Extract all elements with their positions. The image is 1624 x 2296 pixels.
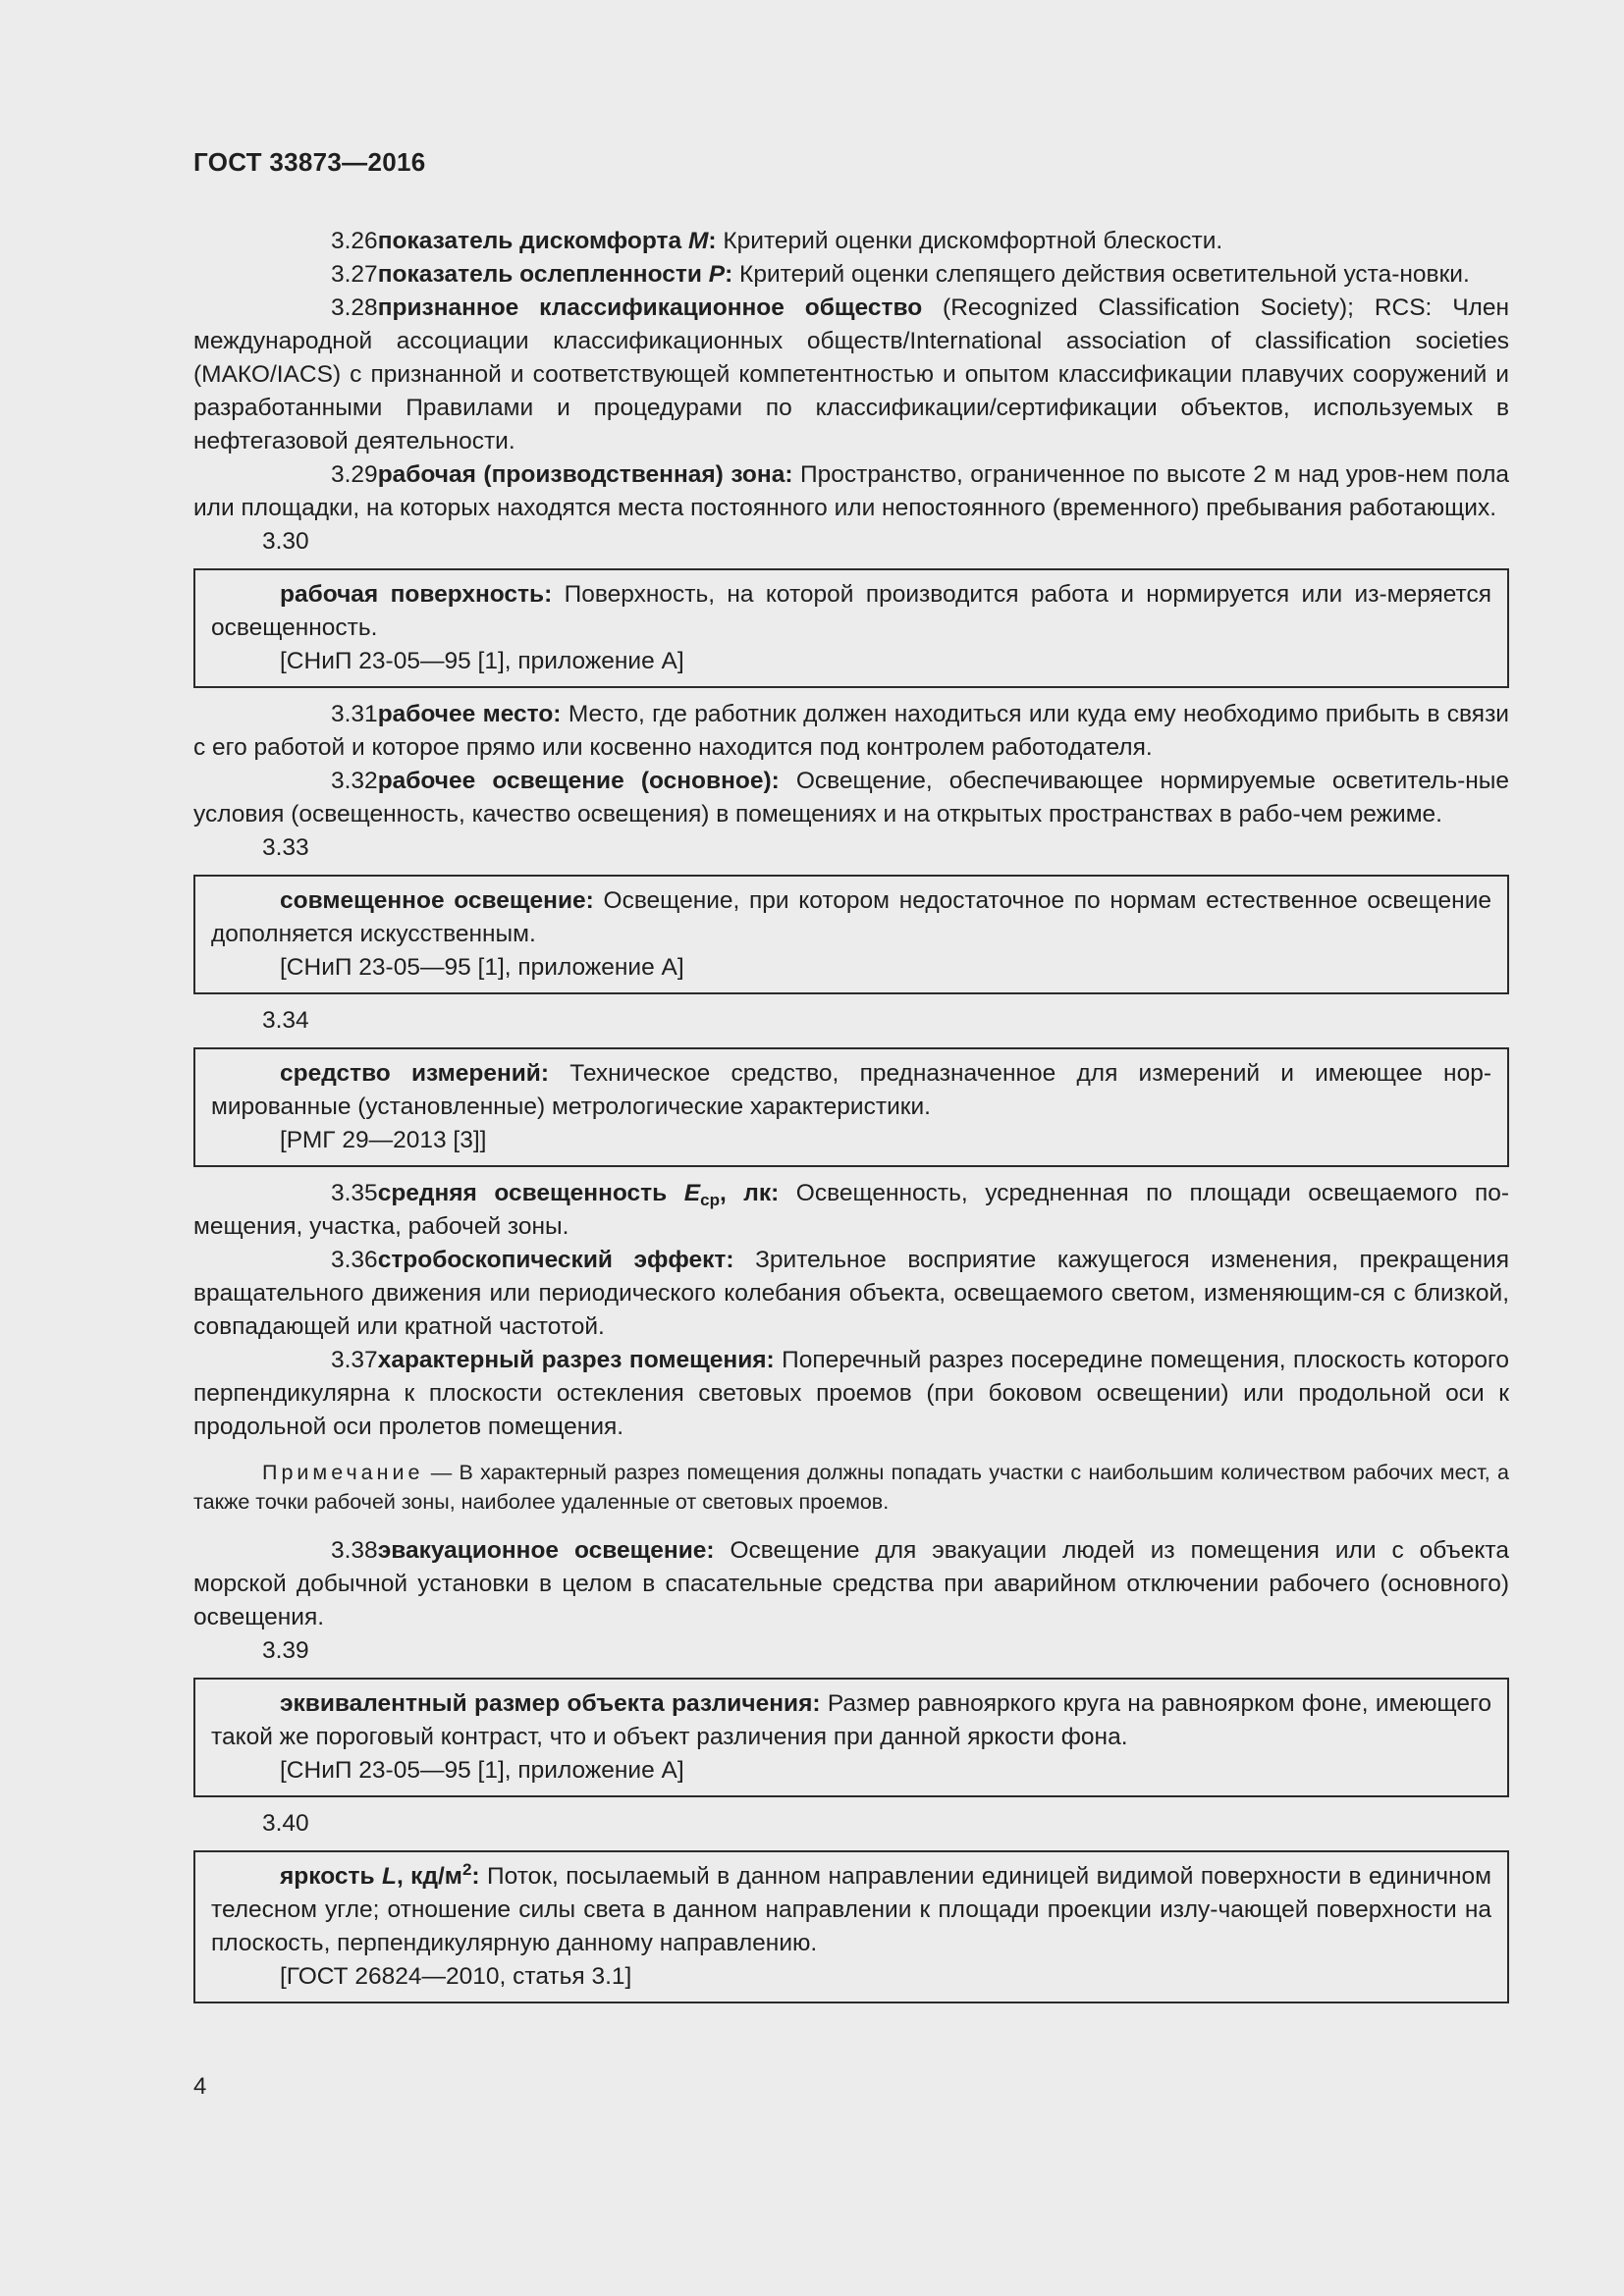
term-3-26: 3.26показатель дискомфорта M: Критерий оценки дискомфортной блескости. — [331, 228, 1223, 254]
term-3-28: 3.28признанное классификационное общество (Recognized Classification Society); RCS: Член международной ассоциации классификационных обществ/International association of classification societies (МАКО/IACS) с признанной и соответствующей компетентностью и опытом классификации плавучих сооружений и разработанными Правилами и процедурами по классификации/сертификации объектов, используемых в нефтегазовой деятельности. — [193, 294, 1510, 454]
page-number: 4 — [193, 2073, 207, 2100]
term-3-36: 3.36стробоскопический эффект: Зрительное восприятие кажущегося изменения, прекращения вращательного движения или периодического колебания объекта, освещаемого светом, изменяющим-ся с близкой, совпадающей или кратной частотой. — [193, 1247, 1509, 1340]
term-3-39-box: эквивалентный размер объекта различения: Размер равнояркого круга на равноярком фоне, имеющего такой же пороговый контраст, что и объект различения при данной яркости фона. [СНиП 23-05—95 [1], приложение А] — [193, 1678, 1509, 1797]
term-3-33-source: [СНиП 23-05—95 [1], приложение А] — [280, 954, 684, 981]
term-3-34-box: средство измерений: Техническое средство, предназначенное для измерений и имеющее нор-мированные (установленные) метрологические характеристики. [РМГ 29—2013 [3]] — [193, 1047, 1509, 1167]
term-3-40-number: 3.40 — [262, 1810, 309, 1837]
term-3-30-number: 3.30 — [262, 528, 309, 555]
term-3-38: 3.38эвакуационное освещение: Освещение для эвакуации людей из помещения или с объекта морской добычной установки в целом в спасательные средства при аварийном отключении рабочего (основного) освещения. — [193, 1537, 1509, 1630]
term-3-33-number: 3.33 — [262, 834, 309, 861]
term-3-34-source: [РМГ 29—2013 [3]] — [280, 1127, 487, 1153]
note: Примечание — В характерный разрез помещения должны попадать участки с наибольшим количеством рабочих мест, а также точки рабочей зоны, наиболее удаленные от световых проемов. — [193, 1461, 1509, 1514]
term-3-37: 3.37характерный разрез помещения: Поперечный разрез посередине помещения, плоскость которого перпендикулярна к плоскости остекления световых проемов (при боковом освещении) или продольной оси к продольной оси пролетов помещения. — [193, 1347, 1510, 1440]
term-3-29: 3.29рабочая (производственная) зона: Пространство, ограниченное по высоте 2 м над уров-нем пола или площадки, на которых находятся места постоянного или непостоянного (временного) пребывания работающих. — [193, 461, 1509, 521]
term-3-39-source: [СНиП 23-05—95 [1], приложение А] — [280, 1757, 684, 1784]
term-3-31: 3.31рабочее место: Место, где работник должен находиться или куда ему необходимо прибыть в связи с его работой и которое прямо или косвенно находится под контролем работодателя. — [193, 701, 1509, 761]
term-3-33-box: совмещенное освещение: Освещение, при котором недостаточное по нормам естественное освещение дополняется искусственным. [СНиП 23-05—95 [1], приложение А] — [193, 875, 1509, 994]
term-3-40-source: [ГОСТ 26824—2010, статья 3.1] — [280, 1963, 632, 1990]
document-header: ГОСТ 33873—2016 — [193, 147, 426, 177]
term-3-34-number: 3.34 — [262, 1007, 309, 1034]
term-3-35: 3.35средняя освещенность $E_{ср}$, лк: Освещенность, усредненная по площади освещаемого по-мещения, участка, рабочей зоны. — [193, 1180, 1509, 1240]
term-3-32: 3.32рабочее освещение (основное): Освещение, обеспечивающее нормируемые осветитель-ные условия (освещенность, качество освещения) в помещениях и на открытых пространствах в рабо-чем режиме. — [193, 768, 1510, 828]
term-3-30-source: [СНиП 23-05—95 [1], приложение А] — [280, 648, 684, 674]
term-3-30-box: рабочая поверхность: Поверхность, на которой производится работа и нормируется или из-меряется освещенность. [СНиП 23-05—95 [1], приложение А] — [193, 568, 1509, 688]
term-3-39-number: 3.39 — [262, 1637, 309, 1664]
term-3-40-box: яркость L, $кд/м^2$: Поток, посылаемый в данном направлении единицей видимой поверхности в единичном телесном угле; отношение силы света в данном направлении к площади проекции излу-чающей поверхности на плоскость, перпендикулярную данному направлению. [ГОСТ 26824—2010, статья 3.1] — [193, 1850, 1509, 2003]
term-3-27: 3.27показатель ослепленности P: Критерий оценки слепящего действия осветительной уста-новки. — [331, 261, 1470, 288]
document-body — [193, 225, 1509, 2013]
